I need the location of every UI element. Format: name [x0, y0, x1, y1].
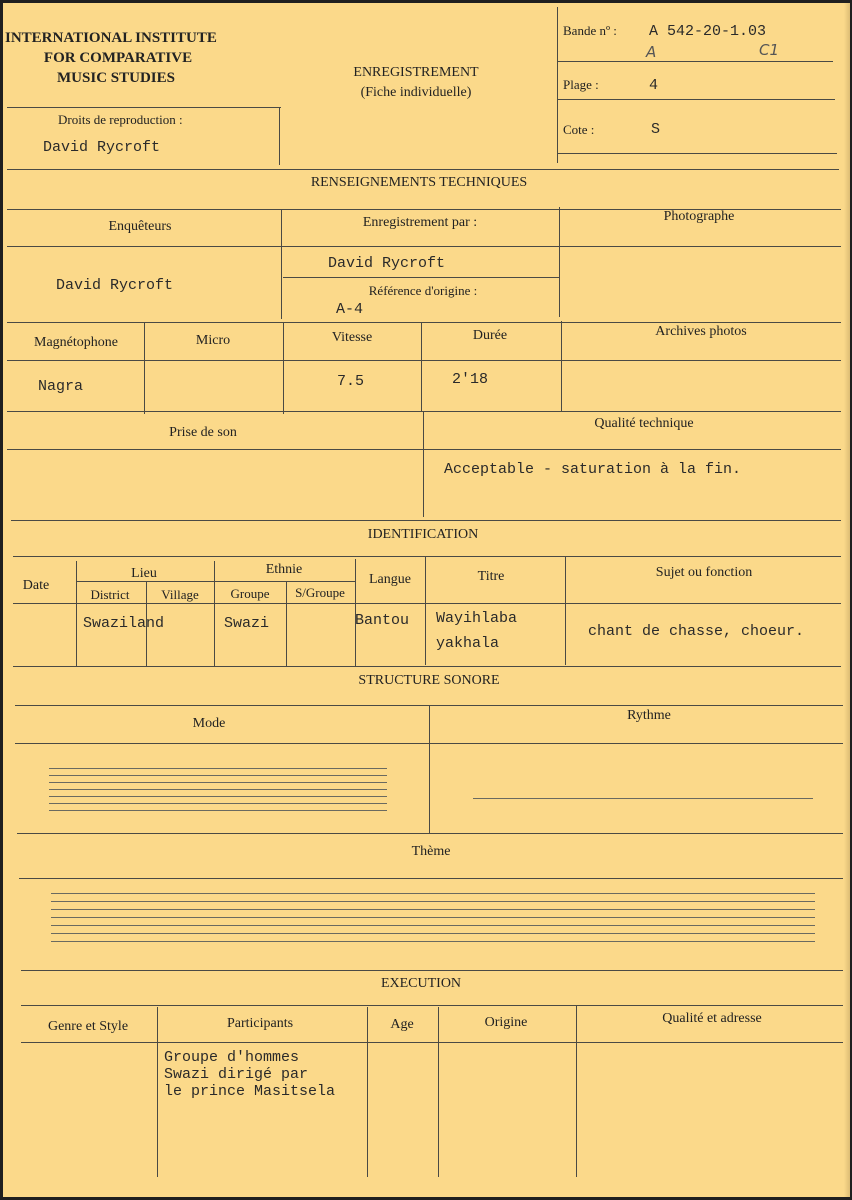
ident-col-village	[214, 561, 215, 667]
district-value: Swaziland	[83, 615, 165, 632]
page-subtitle: (Fiche individuelle)	[360, 85, 472, 100]
rights-top-line	[7, 107, 281, 108]
sujet-value: chant de chasse, choeur.	[588, 623, 805, 640]
theme-head-bottom	[19, 878, 843, 879]
duree-label: Durée	[472, 328, 508, 343]
ident-col-date	[76, 561, 77, 667]
record-card	[3, 3, 850, 1197]
theme-writing-line	[51, 925, 815, 926]
plage-label: Plage :	[563, 77, 599, 92]
institute-line3: MUSIC STUDIES	[57, 70, 175, 86]
ident-col-titre	[565, 557, 566, 665]
theme-writing-line	[51, 933, 815, 934]
enreg-value: David Rycroft	[328, 255, 446, 272]
plage-line	[557, 99, 835, 100]
exec-col1	[157, 1007, 158, 1177]
enqueteurs-label: Enquêteurs	[108, 219, 172, 234]
magneto-col3	[421, 322, 422, 412]
prise-label: Prise de son	[169, 425, 237, 440]
theme-writing-line	[51, 941, 815, 942]
sgroupe-label: S/Groupe	[295, 585, 345, 600]
sujet-label: Sujet ou fonction	[655, 565, 753, 580]
groupe-value: Swazi	[224, 615, 270, 632]
page-title: ENREGISTREMENT	[353, 65, 479, 80]
enqueteurs-value: David Rycroft	[56, 277, 174, 294]
magneto-label: Magnétophone	[34, 335, 118, 350]
institute-line1: INTERNATIONAL INSTITUTE	[5, 30, 217, 46]
lieu-label: Lieu	[131, 566, 157, 581]
titre-value-line2: yakhala	[436, 635, 500, 652]
mode-writing-line	[49, 810, 387, 811]
ident-col-groupe	[286, 581, 287, 667]
prise-head-bottom	[7, 449, 841, 450]
exec-col3	[438, 1007, 439, 1177]
magneto-col4	[561, 321, 562, 411]
tech-col1	[281, 209, 282, 319]
tech-row2-bottom	[7, 322, 841, 323]
cote-value: S	[651, 121, 661, 138]
structure-section-title: STRUCTURE SONORE	[358, 673, 500, 688]
magneto-head-bottom	[7, 360, 841, 361]
mode-writing-line	[49, 796, 387, 797]
tech-col2	[559, 207, 560, 317]
ref-label: Référence d'origine :	[368, 283, 478, 298]
titre-label: Titre	[477, 569, 505, 584]
structure-head-bottom	[15, 743, 843, 744]
rythme-writing-line	[473, 798, 813, 799]
photographe-label: Photographe	[663, 209, 735, 224]
qualite-adresse-label: Qualité et adresse	[662, 1011, 762, 1026]
qualite-label: Qualité technique	[594, 416, 694, 431]
groupe-label: Groupe	[230, 586, 270, 601]
participants-value: Groupe d'hommes Swazi dirigé par le prince Masitsela	[164, 1049, 336, 1100]
village-label: Village	[161, 587, 199, 602]
tech-section-title: RENSEIGNEMENTS TECHNIQUES	[310, 175, 528, 190]
ident-top	[13, 556, 841, 557]
ref-value: A-4	[336, 301, 364, 318]
theme-writing-line	[51, 909, 815, 910]
mode-writing-line	[49, 789, 387, 790]
bande-line	[557, 61, 833, 62]
district-label: District	[90, 587, 130, 602]
date-label: Date	[22, 578, 50, 593]
execution-head-bottom	[21, 1042, 843, 1043]
duree-value: 2'18	[452, 371, 489, 388]
origine-label: Origine	[484, 1015, 528, 1030]
rights-value: David Rycroft	[43, 139, 161, 156]
qualite-value: Acceptable - saturation à la fin.	[444, 461, 742, 478]
rights-right-line	[279, 107, 280, 165]
theme-bottom	[21, 970, 843, 971]
bande-label: Bande nº :	[563, 23, 617, 38]
theme-label: Thème	[411, 844, 451, 859]
plage-value: 4	[649, 77, 659, 94]
cote-label: Cote :	[563, 122, 595, 137]
rights-label: Droits de reproduction :	[58, 112, 183, 127]
archives-label: Archives photos	[655, 324, 747, 339]
bande-value: A 542-20-1.03	[649, 23, 767, 40]
bande-hand-a: A	[646, 43, 657, 61]
theme-writing-line	[51, 901, 815, 902]
langue-label: Langue	[369, 572, 411, 587]
ident-section-title: IDENTIFICATION	[367, 527, 479, 542]
magneto-col1	[144, 322, 145, 414]
mode-writing-line	[49, 782, 387, 783]
ident-sub-split	[77, 581, 355, 582]
institute-line2: FOR COMPARATIVE	[43, 50, 193, 66]
prise-row-bottom	[11, 520, 841, 521]
participants-label: Participants	[226, 1016, 294, 1031]
magneto-value: Nagra	[38, 378, 84, 395]
header-bottom-line	[7, 169, 839, 170]
magneto-col2	[283, 322, 284, 414]
ident-row-bottom	[13, 666, 841, 667]
tech-row1-bottom	[7, 246, 841, 247]
prise-col	[423, 411, 424, 517]
tech-enreg-split	[283, 277, 559, 278]
bande-hand-c: C1	[759, 41, 780, 59]
mode-label: Mode	[192, 716, 226, 731]
structure-col	[429, 705, 430, 833]
header-divider	[557, 7, 558, 163]
execution-top	[21, 1005, 843, 1006]
structure-bottom	[17, 833, 843, 834]
exec-col2	[367, 1007, 368, 1177]
vitesse-value: 7.5	[337, 373, 365, 390]
genre-label: Genre et Style	[47, 1019, 129, 1034]
mode-writing-line	[49, 803, 387, 804]
enreg-label: Enregistrement par :	[362, 215, 478, 230]
cote-line	[557, 153, 837, 154]
ident-col-langue	[425, 557, 426, 665]
mode-writing-line	[49, 775, 387, 776]
mode-writing-line	[49, 768, 387, 769]
age-label: Age	[390, 1017, 414, 1032]
exec-col4	[576, 1005, 577, 1177]
theme-writing-line	[51, 917, 815, 918]
magneto-row-bottom	[7, 411, 841, 412]
titre-value-line1: Wayihlaba	[436, 610, 518, 627]
micro-label: Micro	[195, 333, 231, 348]
ident-head-bottom	[13, 603, 841, 604]
ethnie-label: Ethnie	[265, 562, 303, 577]
rythme-label: Rythme	[627, 708, 671, 723]
langue-value: Bantou	[355, 612, 410, 629]
vitesse-label: Vitesse	[331, 330, 373, 345]
theme-writing-line	[51, 893, 815, 894]
execution-section-title: EXECUTION	[380, 976, 462, 991]
